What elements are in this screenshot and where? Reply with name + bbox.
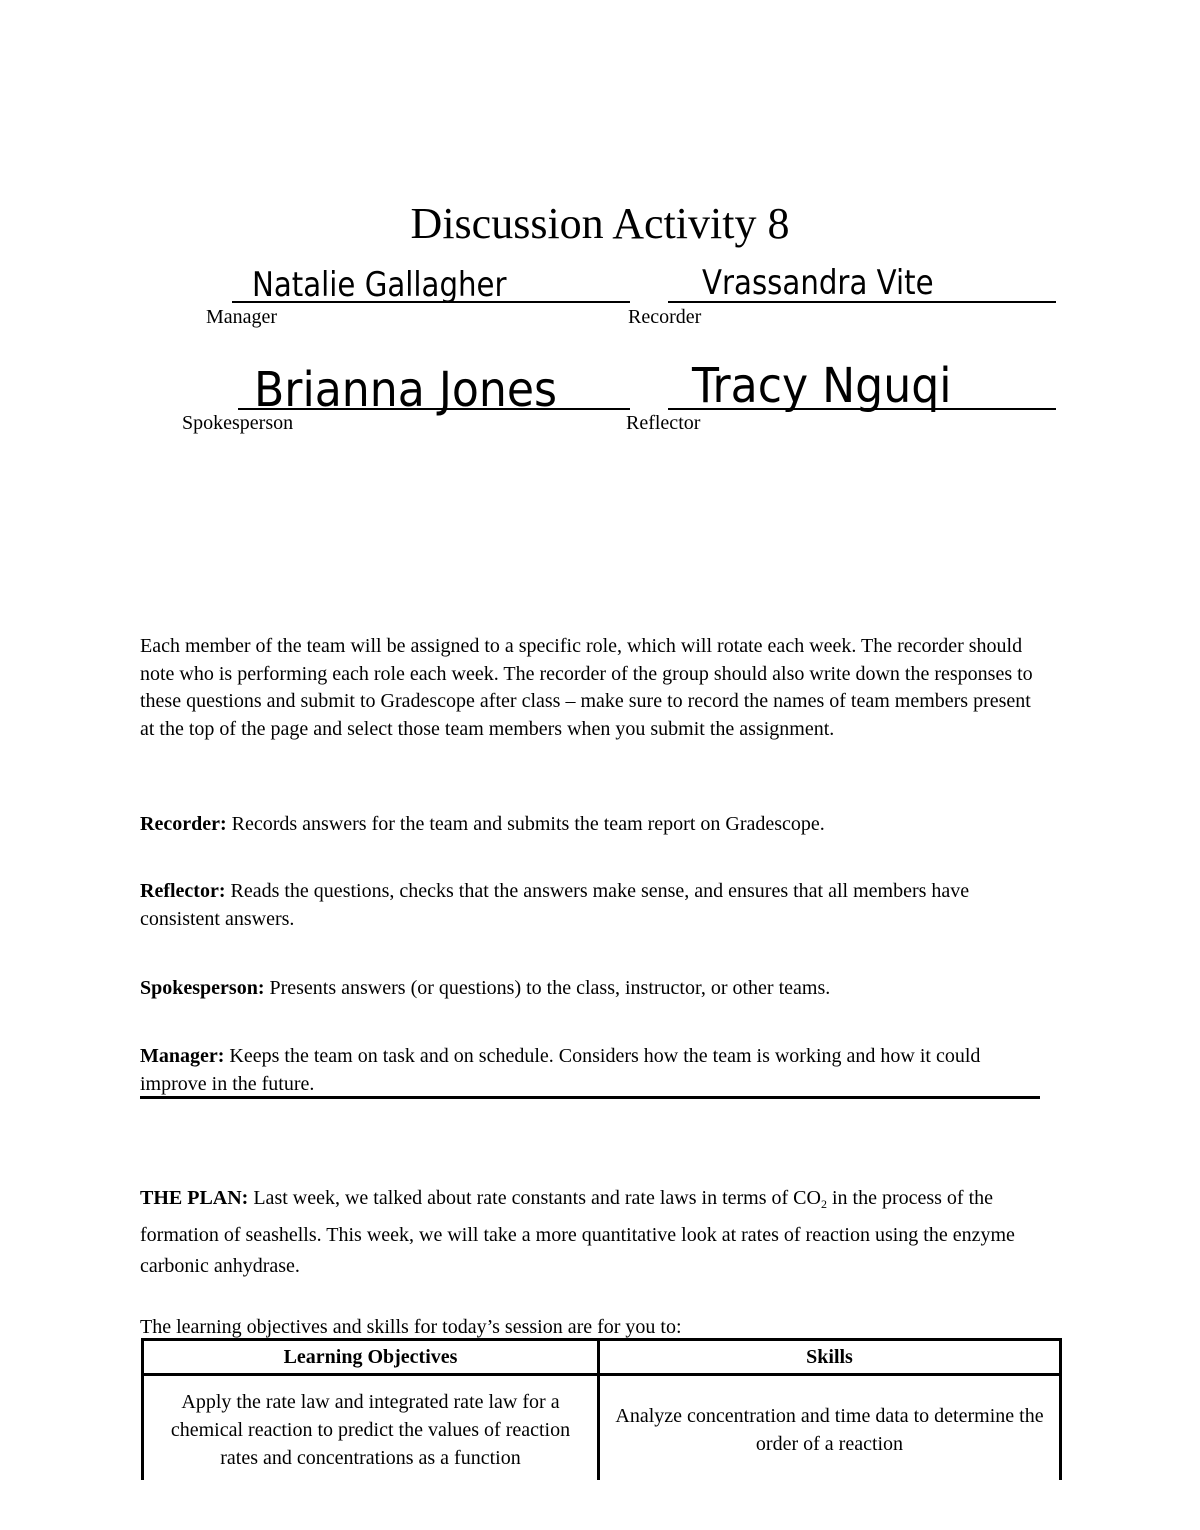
- table-row: [143, 1375, 1061, 1481]
- plan-term: THE PLAN:: [140, 1187, 249, 1209]
- reflector-label: Reflector: [626, 412, 701, 434]
- manager-label: Manager: [206, 306, 278, 328]
- spokesperson-signature: Brianna Jones: [254, 362, 558, 418]
- plan-paragraph: [140, 1183, 1065, 1282]
- skill-cell: Analyze concentration and time data to determine the order of a reaction: [599, 1375, 1061, 1481]
- plan-text-after: in the process of the formation of seashells. This week, we will take a more quantitative look at rates of reaction using the enzyme carbonic anhydrase.: [140, 1187, 1015, 1277]
- spokesperson-signature-line: [238, 408, 630, 410]
- section-divider: [140, 1096, 1040, 1099]
- header-skills: Skills: [599, 1340, 1061, 1375]
- objectives-table: [141, 1338, 1062, 1480]
- manager-text: Keeps the team on task and on schedule. Considers how the team is working and how it could improve in the future.: [140, 1045, 981, 1095]
- recorder-text: Records answers for the team and submits the team report on Gradescope.: [226, 813, 825, 835]
- manager-signature: Natalie Gallagher: [252, 265, 507, 305]
- manager-term: Manager:: [140, 1045, 225, 1067]
- spokesperson-term: Spokesperson:: [140, 977, 265, 999]
- intro-paragraph: Each member of the team will be assigned to a specific role, which will rotate each week. The recorder should note who is performing each role each week. The recorder of the group should also write down the responses to these questions and submit to Gradescope after class – make sure to record the names of team members present at the top of the page and select those team members when you submit the assignment.: [140, 635, 1033, 740]
- reflector-signature: Tracy Nguqi: [692, 358, 952, 414]
- plan-text-before: Last week, we talked about rate constants and rate laws in terms of CO: [248, 1187, 821, 1209]
- co2-subscript: 2: [820, 1197, 827, 1211]
- table-header-row: [143, 1340, 1061, 1375]
- manager-description: [140, 1043, 1020, 1098]
- header-learning-objectives: Learning Objectives: [143, 1340, 599, 1375]
- recorder-description: [140, 811, 1050, 839]
- reflector-description: [140, 878, 1000, 933]
- reflector-signature-line: [668, 408, 1056, 410]
- objectives-intro: The learning objectives and skills for today’s session are for you to:: [140, 1316, 682, 1338]
- page-title: Discussion Activity 8: [410, 199, 790, 248]
- manager-signature-line: [232, 301, 630, 303]
- recorder-signature-line: [668, 301, 1056, 303]
- spokesperson-label: Spokesperson: [182, 412, 294, 434]
- recorder-term: Recorder:: [140, 813, 227, 835]
- recorder-signature: Vrassandra Vite: [702, 263, 934, 303]
- objective-cell: Apply the rate law and integrated rate law for a chemical reaction to predict the values of reaction rates and concentrations as a function: [143, 1375, 599, 1481]
- spokesperson-description: [140, 975, 1050, 1003]
- reflector-term: Reflector:: [140, 880, 226, 902]
- spokesperson-text: Presents answers (or questions) to the class, instructor, or other teams.: [264, 977, 831, 999]
- reflector-text: Reads the questions, checks that the answers make sense, and ensures that all members have consistent answers.: [140, 880, 970, 930]
- recorder-label: Recorder: [628, 306, 702, 328]
